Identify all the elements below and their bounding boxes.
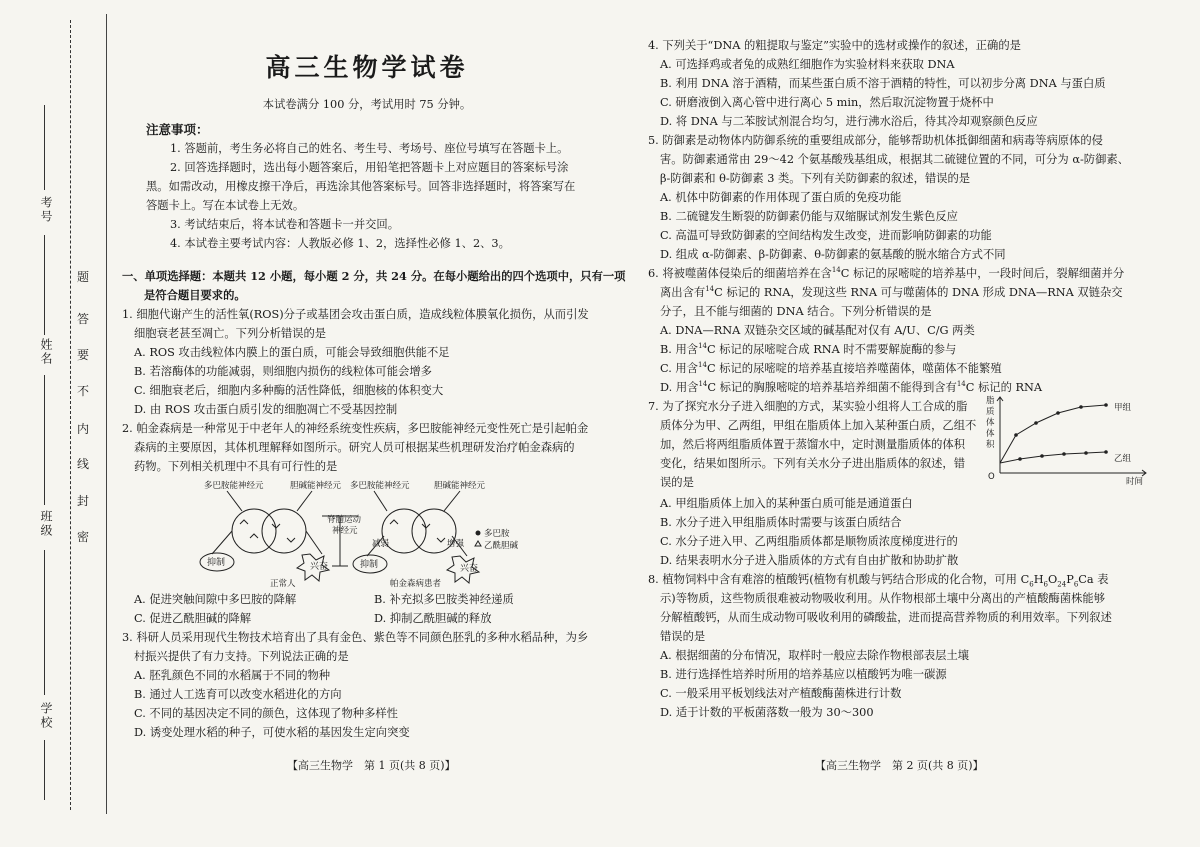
q3-option-c: C. 不同的基因决定不同的颜色，这体现了物种多样性 [134,707,398,720]
formula-sub: 6 [1029,580,1034,589]
text-span: C 标记的胸腺嘧啶的培养基培养细菌不能得到含有 [707,381,957,394]
figure-legend [475,531,481,547]
page-1-footer: 【高三生物学 第 1 页(共 8 页)】 [287,759,456,772]
seal-char: 内 [77,422,90,436]
q3-option-d: D. 诱变处理水稻的种子，可使水稻的基因发生定向突变 [134,726,410,739]
caption-patient: 帕金森病患者 [390,579,442,589]
q2-stem: 2. 帕金森病是一种常见于中老年人的神经系统变性疾病，多巴胺能神经元变性死亡是引起帕金 [122,422,589,435]
name-blank [44,375,45,505]
axon-dopamine-normal [227,491,242,511]
point-yi [1018,457,1022,461]
q2-stem-cont: 药物。下列相关机理中不具有可行性的是 [134,460,338,473]
q6-stem [648,264,1188,283]
series-line-yi [1000,452,1106,463]
notice-heading: 注意事项： [146,122,209,137]
page-2-footer: 【高三生物学 第 2 页(共 8 页)】 [815,759,984,772]
fold-dashed-line [70,20,71,810]
label-increase: 增强 [447,539,465,549]
q1-stem: 1. 细胞代谢产生的活性氧(ROS)分子或基团会攻击蛋白质，造成线粒体膜氧化损伤，从而引发 [122,308,589,321]
chart-ylabel-1: 脂 [986,396,995,406]
notice-line: 2. 回答选择题时，选出每小题答案后，用铅笔把答题卡上对应题目的答案标号涂 [170,161,569,174]
seal-char: 要 [77,348,90,362]
text-span: P [1066,573,1074,586]
section-heading: 一、单项选择题：本题共 12 小题，每小题 2 分，共 24 分。在每小题给出的四个选项中，只有一项 [122,269,626,283]
caption-normal: 正常人 [270,579,296,589]
text-span: C. 用含 [660,362,699,375]
text-span: H [1033,573,1044,586]
notice-line: 1. 答题前，考生务必将自己的姓名、考生号、考场号、座位号填写在答题卡上。 [170,142,569,155]
label-excite-normal: 兴奋 [310,562,329,572]
synapse-left-patient [382,509,426,553]
chart-xlabel: 时间 [1126,477,1144,487]
q6-option-a: A. DNA—RNA 双链杂交区域的碱基配对仅有 A/U、C/G 两类 [660,324,975,337]
isotope-sup: 14 [698,361,707,370]
q2-option-d: D. 抑制乙酰胆碱的释放 [374,612,492,625]
arrow-excite-normal [306,531,322,554]
isotope-sup: 14 [831,266,841,275]
q5-stem: 5. 防御素是动物体内防御系统的重要组成部分，能够帮助机体抵御细菌和病毒等病原体的侵 [648,134,1103,147]
margin-label-exam-number: 考号 [39,196,53,224]
notice-line: 黑。如需改动，用橡皮擦干净后，再选涂其他答案标号。回答非选择题时，将答案写在 [146,180,576,193]
q7-stem-cont: 加，然后将两组脂质体置于蒸馏水中，定时测量脂质体的体积 [660,438,966,451]
formula-sub: 6 [1043,580,1049,589]
legend-dopamine-label: 多巴胺 [484,529,510,539]
seal-char: 不 [77,384,90,398]
school-blank [44,740,45,800]
q6-option-b [648,340,1188,359]
axon-cholinergic-normal [297,491,312,511]
class-blank [44,550,45,695]
formula-sub: 6 [1073,580,1079,589]
label-spinal-motor-2: 神经元 [332,526,358,536]
section-heading-cont: 是符合题目要求的。 [144,288,246,302]
margin-label-class: 班级 [39,510,53,538]
series-label-yi: 乙组 [1114,454,1132,464]
isotope-sup: 14 [705,285,715,294]
label-decrease: 减弱 [372,539,390,549]
notice-line: 3. 考试结束后，将本试卷和答题卡一并交回。 [170,218,400,231]
seal-char: 题 [77,270,90,284]
margin-label-school: 学校 [39,702,53,730]
q8-option-a: A. 根据细菌的分布情况，取样时一般应去除作物根部表层土壤 [660,649,970,662]
q7-block [648,397,1188,492]
axon-cholinergic-patient [444,491,460,511]
text-span: 离出含有 [660,286,706,299]
chart-ylabel-3: 体 [986,418,995,428]
point-yi [1040,454,1044,458]
isotope-sup: 14 [698,380,708,389]
parkinson-mechanism-figure [122,476,612,590]
isotope-sup: 14 [698,342,707,351]
q7-stem: 7. 为了探究水分子进入细胞的方式，某实验小组将人工合成的脂 [648,400,968,413]
q7-option-c: C. 水分子进入甲、乙两组脂质体都是顺物质浓度梯度进行的 [660,535,958,548]
q1-option-c: C. 细胞衰老后，细胞内多种酶的活性降低，细胞核的体积变大 [134,384,444,397]
page-1 [122,20,626,742]
text-span: 8. 植物饲料中含有难溶的植酸钙(植物有机酸与钙结合形成的化合物，可用 C [648,573,1030,586]
seal-char: 线 [77,457,90,471]
text-span: Ca 表 [1078,573,1109,586]
label-spinal-motor: 脊髓运动 [327,515,362,525]
label-dopamine-neuron-normal: 多巴胺能神经元 [204,481,264,491]
liposome-volume-chart [986,395,1161,490]
label-cholinergic-neuron-patient: 胆碱能神经元 [434,481,486,491]
label-dopamine-neuron-patient: 多巴胺能神经元 [350,481,410,491]
point-jia [1014,433,1018,437]
q8-option-b: B. 进行选择性培养时所用的培养基应以植酸钙为唯一碳源 [660,668,947,681]
text-span: O [1048,573,1058,586]
series-label-jia: 甲组 [1114,403,1132,413]
point-jia [1034,421,1038,425]
chart-ylabel-5: 积 [986,440,995,450]
q1-option-d: D. 由 ROS 攻击蛋白质引发的细胞凋亡不受基因控制 [134,403,398,416]
text-span: D. 用含 [660,381,699,394]
q1-option-b: B. 若溶酶体的功能减弱，则细胞内损伤的线粒体可能会增多 [134,365,432,378]
point-yi [1084,451,1088,455]
chart-ylabel-2: 质 [986,407,995,417]
legend-ach-marker [475,541,481,546]
label-cholinergic-neuron-normal: 胆碱能神经元 [290,481,342,491]
q6-stem-cont [648,283,1188,302]
q4-option-c: C. 研磨液倒入离心管中进行离心 5 min，然后取沉淀物置于烧杯中 [660,96,994,109]
q2-stem-cont: 森病的主要原因，其体机理解释如图所示。研究人员可根据某些机理研发治疗帕金森病的 [134,441,575,454]
q1-stem-cont: 细胞衰老甚至凋亡。下列分析错误的是 [134,327,327,340]
text-span: C 标记的 RNA，发现这些 RNA 可与噬菌体的 DNA 形成 DNA—RNA 双链杂交 [714,286,1123,299]
text-span: C 标记的 RNA [965,381,1043,394]
binding-margin [0,0,112,847]
q8-stem-cont: 错误的是 [660,630,706,643]
q5-option-c: C. 高温可导致防御素的空间结构发生改变，进而影响防御素的功能 [660,229,992,242]
seal-line [106,14,107,814]
q5-stem-cont: β-防御素和 θ-防御素 3 类。下列有关防御素的叙述，错误的是 [660,172,971,185]
synapse-left-normal [232,509,276,553]
point-jia [1056,411,1060,415]
q8-stem-cont: 分解植酸钙，从而生成动物可吸收利用的磷酸盐，进而提高营养物质的利用效率。下列叙述 [660,611,1112,624]
synapse-right-normal [262,509,306,553]
exam-title: 高三生物学试卷 [265,53,469,82]
label-excite-patient: 兴奋 [460,564,479,574]
q8-option-d: D. 适于计数的平板菌落数一般为 30～300 [660,706,874,719]
q5-option-a: A. 机体中防御素的作用体现了蛋白质的免疫功能 [660,191,902,204]
exam-subtitle: 本试卷满分 100 分，考试用时 75 分钟。 [262,98,472,111]
q4-option-b: B. 利用 DNA 溶于酒精，而某些蛋白质不溶于酒精的特性，可以初步分离 DNA 与蛋白质 [660,77,1106,90]
q2-option-a: A. 促进突触间隙中多巴胺的降解 [134,593,297,606]
q5-stem-cont: 害。防御素通常由 29～42 个氨基酸残基组成，根据其二硫键位置的不同，可分为 α-防御素、 [660,153,1129,166]
synapse-right-patient [412,509,456,553]
q2-options-row1 [122,590,612,609]
q7-option-b: B. 水分子进入甲组脂质体时需要与该蛋白质结合 [660,516,902,529]
q6-stem-cont: 分子，且不能与细菌的 DNA 结合。下列分析错误的是 [660,305,932,318]
q2-option-c: C. 促进乙酰胆碱的降解 [134,612,252,625]
seal-char: 答 [77,312,90,326]
formula-sub: 24 [1057,580,1067,589]
q7-option-a: A. 甲组脂质体上加入的某种蛋白质可能是通道蛋白 [660,497,913,510]
q3-stem-cont: 村振兴提供了有力支持。下列说法正确的是 [134,650,349,663]
chart-ylabel-4: 体 [986,429,995,439]
text-span: C 标记的尿嘧啶合成 RNA 时不需要解旋酶的参与 [707,343,957,356]
q3-stem: 3. 科研人员采用现代生物技术培育出了具有金色、紫色等不同颜色胚乳的多种水稻品种，为乡 [122,631,589,644]
q2-options-row2 [122,609,612,628]
q4-option-d: D. 将 DNA 与二苯胺试剂混合均匀，进行沸水浴后，待其冷却观察颜色反应 [660,115,1038,128]
point-jia [1104,403,1108,407]
q3-option-b: B. 通过人工选育可以改变水稻进化的方向 [134,688,342,701]
point-jia [1079,405,1083,409]
legend-dopamine-marker [476,531,481,536]
q5-option-b: B. 二硫键发生断裂的防御素仍能与双缩脲试剂发生紫色反应 [660,210,958,223]
q3-option-a: A. 胚乳颜色不同的水稻属于不同的物种 [134,669,331,682]
exam-number-blank-2 [44,235,45,335]
point-yi [1062,452,1066,456]
q1-option-a: A. ROS 攻击线粒体内膜上的蛋白质，可能会导致细胞供能不足 [134,346,450,359]
notice-line: 答题卡上。写在本试卷上无效。 [146,199,305,212]
q8-option-c: C. 一般采用平板划线法对产植酸酶菌株进行计数 [660,687,902,700]
chart-x-axis [1000,470,1146,476]
q7-option-d: D. 结果表明水分子进入脂质体的方式有自由扩散和协助扩散 [660,554,959,567]
point-yi [1104,450,1108,454]
text-span: B. 用含 [660,343,699,356]
axon-dopamine-patient [374,491,387,511]
seal-char: 密 [77,530,90,544]
chart-y-axis [997,397,1003,473]
q8-stem [648,570,1188,589]
label-inhibit-normal: 抑制 [207,558,226,568]
q7-stem-cont: 变化，结果如图所示。下列有关水分子进出脂质体的叙述，错 [660,457,966,470]
text-span: 6. 将被噬菌体侵染后的细菌培养在含 [648,267,832,280]
legend-ach-label: 乙酰胆碱 [484,541,519,551]
q4-option-a: A. 可选择鸡或者兔的成熟红细胞作为实验材料来获取 DNA [660,58,955,71]
q8-stem-cont: 示)等物质，这些物质很难被动物吸收利用。从作物根部土壤中分离出的产植酸酶菌株能够 [660,592,1105,605]
q7-stem-cont: 质体分为甲、乙两组，甲组在脂质体上加入某种蛋白质，乙组不 [660,419,977,432]
exam-number-blank [44,105,45,190]
q7-stem-cont: 误的是 [660,476,694,489]
margin-label-name: 姓名 [39,338,53,366]
isotope-sup: 14 [956,380,966,389]
q4-stem: 4. 下列关于“DNA 的粗提取与鉴定”实验中的选材或操作的叙述，正确的是 [648,39,1021,52]
chart-origin: O [988,472,995,482]
q6-option-c [648,359,1188,378]
label-inhibit-patient: 抑制 [360,560,379,570]
text-span: C 标记的尿嘧啶的培养基中，一段时间后，裂解细菌并分 [840,267,1125,280]
seal-char: 封 [77,494,90,508]
text-span: C 标记的尿嘧啶的培养基直接培养噬菌体，噬菌体不能繁殖 [706,362,1002,375]
page-2 [648,36,1188,722]
arrow-inhibit-normal [212,531,232,554]
q5-option-d: D. 组成 α-防御素、β-防御素、θ-防御素的氨基酸的脱水缩合方式不同 [660,248,1006,261]
notice-line: 4. 本试卷主要考试内容：人教版必修 1、2，选择性必修 1、2、3。 [170,237,510,250]
q2-option-b: B. 补充拟多巴胺类神经递质 [374,593,514,606]
